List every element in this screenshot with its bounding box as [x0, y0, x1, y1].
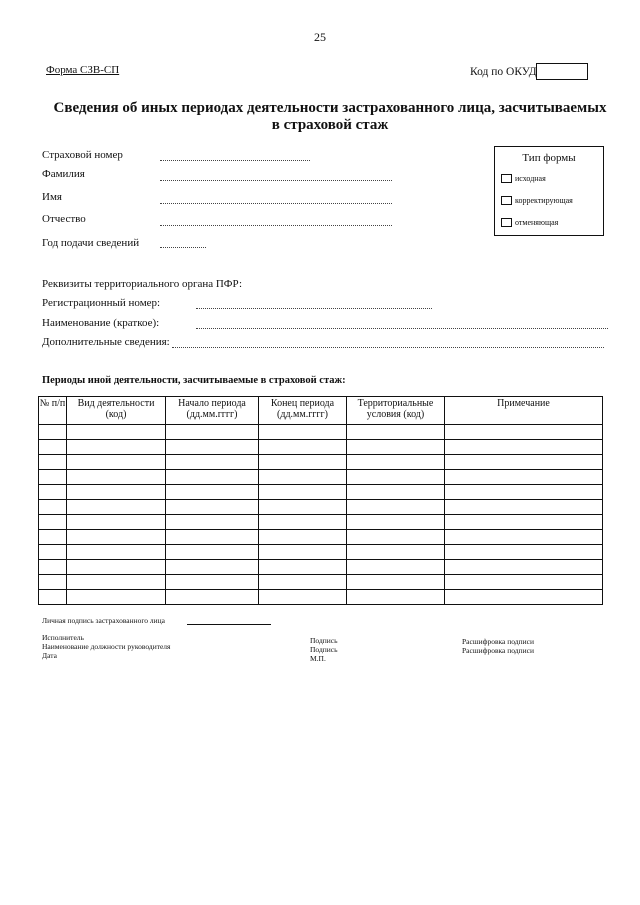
table-cell[interactable] [39, 500, 67, 515]
pfr-extra-field[interactable] [172, 347, 604, 348]
form-code: Форма СЗВ-СП [46, 64, 120, 76]
table-cell[interactable] [39, 440, 67, 455]
column-header-note: Примечание [445, 397, 603, 425]
table-cell[interactable] [445, 455, 603, 470]
table-cell[interactable] [67, 545, 166, 560]
table-cell[interactable] [347, 470, 445, 485]
table-cell[interactable] [166, 575, 259, 590]
table-cell[interactable] [67, 515, 166, 530]
column-header-number: № п/п [39, 397, 67, 425]
table-cell[interactable] [67, 530, 166, 545]
table-cell[interactable] [259, 425, 347, 440]
executor-label: Исполнитель [42, 633, 84, 642]
table-cell[interactable] [347, 485, 445, 500]
table-cell[interactable] [67, 500, 166, 515]
patronymic-field[interactable] [160, 225, 392, 226]
table-cell[interactable] [166, 425, 259, 440]
signature-right-column [462, 637, 534, 655]
table-cell[interactable] [445, 425, 603, 440]
personal-signature-line[interactable] [187, 624, 271, 625]
table-cell[interactable] [166, 560, 259, 575]
table-cell[interactable] [259, 590, 347, 605]
checkbox-icon[interactable] [501, 218, 512, 227]
signature-transcript-1: Расшифровка подписи [462, 637, 534, 646]
table-cell[interactable] [39, 425, 67, 440]
table-row [39, 425, 603, 440]
pfr-reg-number-field[interactable] [196, 308, 432, 309]
form-type-option-cancelling[interactable] [501, 218, 558, 227]
patronymic-label: Отчество [42, 213, 86, 225]
table-cell[interactable] [67, 455, 166, 470]
insurance-number-label: Страховой номер [42, 149, 123, 161]
table-cell[interactable] [347, 425, 445, 440]
table-cell[interactable] [259, 575, 347, 590]
table-row [39, 530, 603, 545]
column-header-end: Конец периода (дд.мм.гггг) [259, 397, 347, 425]
table-cell[interactable] [347, 560, 445, 575]
periods-table [38, 396, 603, 605]
stamp-label: М.П. [310, 654, 326, 663]
insurance-number-field[interactable] [160, 160, 310, 161]
table-cell[interactable] [39, 470, 67, 485]
table-row [39, 455, 603, 470]
table-cell[interactable] [166, 590, 259, 605]
table-cell[interactable] [347, 590, 445, 605]
table-cell[interactable] [67, 440, 166, 455]
pfr-heading: Реквизиты территориального органа ПФР: [42, 278, 243, 290]
column-header-start: Начало периода (дд.мм.гггг) [166, 397, 259, 425]
table-row [39, 515, 603, 530]
table-row [39, 560, 603, 575]
table-cell[interactable] [347, 455, 445, 470]
okud-code-field[interactable] [536, 63, 588, 80]
column-header-activity: Вид деятельности (код) [67, 397, 166, 425]
first-name-field[interactable] [160, 203, 392, 204]
table-cell[interactable] [445, 500, 603, 515]
table-cell[interactable] [445, 470, 603, 485]
table-header-row [39, 397, 603, 425]
form-type-option-original[interactable] [501, 174, 546, 183]
table-cell[interactable] [445, 590, 603, 605]
first-name-label: Имя [42, 191, 62, 203]
table-row [39, 440, 603, 455]
table-cell[interactable] [39, 560, 67, 575]
table-cell[interactable] [39, 575, 67, 590]
table-row [39, 575, 603, 590]
table-cell[interactable] [67, 590, 166, 605]
table-cell[interactable] [166, 470, 259, 485]
table-cell[interactable] [259, 530, 347, 545]
table-cell[interactable] [259, 455, 347, 470]
table-row [39, 500, 603, 515]
table-cell[interactable] [166, 515, 259, 530]
table-cell[interactable] [347, 440, 445, 455]
table-cell[interactable] [445, 545, 603, 560]
table-cell[interactable] [67, 575, 166, 590]
table-cell[interactable] [67, 560, 166, 575]
form-type-title: Тип формы [522, 152, 576, 164]
signature-label-1: Подпись [310, 636, 338, 645]
pfr-name-field[interactable] [196, 328, 608, 329]
signature-middle-column [310, 636, 338, 663]
surname-field[interactable] [160, 180, 392, 181]
form-type-box [494, 146, 604, 236]
table-cell[interactable] [445, 530, 603, 545]
pfr-reg-number-label: Регистрационный номер: [42, 297, 161, 309]
table-cell[interactable] [39, 515, 67, 530]
checkbox-icon[interactable] [501, 174, 512, 183]
table-cell[interactable] [259, 440, 347, 455]
surname-label: Фамилия [42, 168, 85, 180]
table-cell[interactable] [67, 485, 166, 500]
table-cell[interactable] [166, 440, 259, 455]
table-cell[interactable] [347, 515, 445, 530]
page-number: 25 [314, 30, 326, 44]
pfr-extra-label: Дополнительные сведения: [42, 336, 170, 348]
table-cell[interactable] [259, 500, 347, 515]
personal-signature-label: Личная подпись застрахованного лица [42, 616, 165, 625]
table-cell[interactable] [39, 485, 67, 500]
option-label: отменяющая [515, 218, 559, 227]
table-cell[interactable] [39, 455, 67, 470]
table-row [39, 545, 603, 560]
document-title [30, 100, 630, 134]
submission-year-field[interactable] [160, 247, 206, 248]
pfr-name-label: Наименование (краткое): [42, 317, 160, 329]
okud-label: Код по ОКУД [470, 66, 537, 78]
table-cell[interactable] [166, 500, 259, 515]
table-cell[interactable] [445, 575, 603, 590]
checkbox-icon[interactable] [501, 196, 512, 205]
table-cell[interactable] [259, 470, 347, 485]
table-cell[interactable] [67, 470, 166, 485]
table-cell[interactable] [39, 545, 67, 560]
option-label: исходная [515, 174, 546, 183]
title-line-1: Сведения об иных периодах деятельности застрахованного лица, засчитываемых [53, 100, 607, 116]
table-cell[interactable] [259, 560, 347, 575]
table-cell[interactable] [166, 530, 259, 545]
table-cell[interactable] [39, 530, 67, 545]
table-cell[interactable] [347, 530, 445, 545]
submission-year-label: Год подачи сведений [42, 237, 140, 249]
title-line-2: в страховой стаж [271, 117, 389, 133]
table-cell[interactable] [347, 575, 445, 590]
table-cell[interactable] [259, 485, 347, 500]
table-row [39, 590, 603, 605]
table-cell[interactable] [347, 500, 445, 515]
table-cell[interactable] [39, 590, 67, 605]
table-cell[interactable] [166, 485, 259, 500]
table-cell[interactable] [259, 515, 347, 530]
table-row [39, 485, 603, 500]
table-cell[interactable] [445, 515, 603, 530]
table-cell[interactable] [445, 560, 603, 575]
date-label: Дата [42, 651, 57, 660]
table-cell[interactable] [347, 545, 445, 560]
column-header-territory: Территориальные условия (код) [347, 397, 445, 425]
table-cell[interactable] [166, 545, 259, 560]
table-cell[interactable] [259, 545, 347, 560]
periods-section-title: Периоды иной деятельности, засчитываемые в страховой стаж: [42, 375, 346, 386]
signature-left-column [42, 633, 171, 660]
table-cell[interactable] [166, 455, 259, 470]
table-cell[interactable] [445, 440, 603, 455]
head-position-label: Наименование должности руководителя [42, 642, 171, 651]
option-label: корректирующая [515, 196, 573, 205]
signature-transcript-2: Расшифровка подписи [462, 646, 534, 655]
table-cell[interactable] [445, 485, 603, 500]
signature-label-2: Подпись [310, 645, 338, 654]
table-cell[interactable] [67, 425, 166, 440]
form-type-option-corrective[interactable] [501, 196, 573, 205]
table-row [39, 470, 603, 485]
